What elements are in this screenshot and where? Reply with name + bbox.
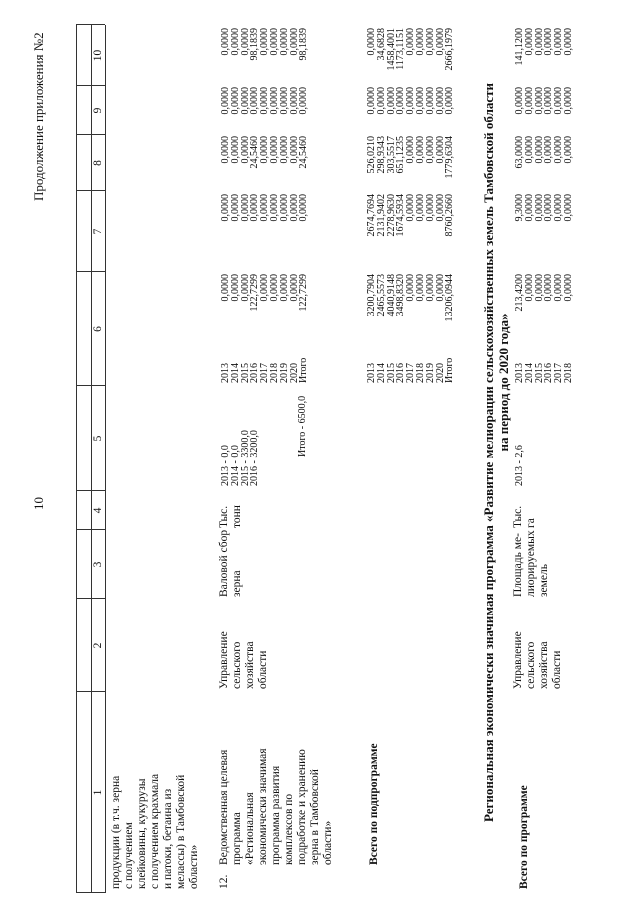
table-cell: 2019 <box>424 363 436 383</box>
table-cell: 0,0000 <box>553 87 565 115</box>
table-cell: 1173,1151 <box>395 28 407 70</box>
table-cell: 0,0000 <box>533 136 545 164</box>
table-cell: 2016 <box>249 363 261 383</box>
table-cell: 0,0000 <box>288 274 300 302</box>
table-cell: 0,0000 <box>543 87 555 115</box>
table-cell: 13206,0944 <box>444 274 456 322</box>
table-cell: 0,0000 <box>533 87 545 115</box>
table-cell: 2465,5573 <box>375 274 387 317</box>
program-total-unit: Тыс. га <box>512 505 537 528</box>
table-cell: 303,5517 <box>385 136 397 174</box>
row-cont-name: продукции (в т.ч. зерна с получением клейковины, кукурузы с получением крахмала и патоки, бетаина из мелассы) в Тамбовской области» <box>110 773 200 889</box>
table-cell: 0,0000 <box>259 136 271 164</box>
table-cell: 2017 <box>553 363 565 383</box>
program-total-col9 <box>515 87 574 135</box>
table-cell: 0,0000 <box>523 274 535 302</box>
table-cell: 0,0000 <box>375 87 387 115</box>
row-12-organization: Управление сельского хозяйства области <box>218 631 269 689</box>
table-cell: 1458,4001 <box>385 28 397 71</box>
table-cell: 0,0000 <box>514 87 525 115</box>
table-cell: 0,0000 <box>239 136 251 164</box>
program-total-col10 <box>515 28 574 86</box>
table-cell: 0,0000 <box>366 28 377 56</box>
page-number: 10 <box>31 497 46 510</box>
table-cell: 0,0000 <box>385 87 397 115</box>
table-cell: 0,0000 <box>249 194 261 222</box>
table-cell: 3200,7904 <box>366 274 377 317</box>
table-cell: 0,0000 <box>220 87 231 115</box>
row-12-indicator: Валовой сбор зерна <box>218 529 243 597</box>
subtotal-col6 <box>367 274 455 345</box>
table-cell: 0,0000 <box>424 194 436 222</box>
table-cell: 0,0000 <box>405 28 417 56</box>
row-12-col6 <box>221 274 309 345</box>
table-cell: 0,0000 <box>562 136 574 164</box>
table-cell: 0,0000 <box>523 194 535 222</box>
table-cell: 0,0000 <box>220 274 231 302</box>
table-cell: 0,0000 <box>259 194 271 222</box>
table-cell: 0,0000 <box>405 194 417 222</box>
table-cell: 2013 <box>514 363 525 383</box>
table-cell: 0,0000 <box>239 274 251 302</box>
table-cell: 0,0000 <box>278 136 290 164</box>
table-cell: 2666,1979 <box>444 28 456 71</box>
table-cell: 0,0000 <box>523 87 535 115</box>
table-cell: 0,0000 <box>278 274 290 302</box>
subtotal-col7 <box>367 194 455 265</box>
table-cell: 0,0000 <box>405 136 417 164</box>
table-cell: 0,0000 <box>229 274 241 302</box>
table-cell: 2131,9402 <box>375 194 387 237</box>
table-cell: 0,0000 <box>268 87 280 115</box>
table-cell: 0,0000 <box>444 87 456 115</box>
table-cell: 0,0000 <box>268 274 280 302</box>
table-cell: 2014 <box>523 363 535 383</box>
table-cell: 0,0000 <box>220 136 231 164</box>
continuation-title: Продолжение приложения №2 <box>31 32 46 201</box>
row-12-name: Ведомственная целевая программа «Региональная экономически значимая программа развития комплексов по подработке и хранению зерна в Тамбовской области» <box>218 748 334 865</box>
col-header-1: 1 <box>92 789 104 796</box>
table-cell: 2018 <box>414 363 426 383</box>
table-cell: 0,0000 <box>553 274 565 302</box>
table-cell: 0,0000 <box>434 87 446 115</box>
table-cell: 0,0000 <box>288 136 300 164</box>
table-cell: 0,0000 <box>220 194 231 222</box>
row-12-years <box>221 358 309 383</box>
row-12-number: 12. <box>218 874 230 889</box>
table-cell: 526,0210 <box>366 136 377 174</box>
row-12-col7 <box>221 194 309 265</box>
table-cell: 0,0000 <box>229 194 241 222</box>
table-cell: 2013 <box>366 363 377 383</box>
col-header-2: 2 <box>92 642 104 649</box>
program-total-col6 <box>515 274 574 345</box>
table-cell: Итого <box>298 357 310 383</box>
table-cell: 0,0000 <box>268 194 280 222</box>
table-cell: 0,0000 <box>533 28 545 56</box>
table-cell: 2278,9630 <box>385 194 397 237</box>
table-cell: 2020 <box>288 363 300 383</box>
table-cell: 0,0000 <box>562 87 574 115</box>
table-cell: 0,0000 <box>405 274 417 302</box>
subtotal-label: Всего по подпрограмме <box>368 743 380 865</box>
table-cell: 4040,9148 <box>385 274 397 317</box>
program-total-years <box>515 363 574 383</box>
table-cell: 0,0000 <box>414 87 426 115</box>
table-cell: 0,0000 <box>553 28 565 56</box>
col-header-9: 9 <box>92 107 104 114</box>
table-cell: 0,0000 <box>278 28 290 56</box>
table-cell: 0,0000 <box>562 194 574 222</box>
table-top-border <box>76 25 77 893</box>
table-cell: 0,0000 <box>523 28 535 56</box>
table-cell: 2015 <box>533 363 545 383</box>
table-cell: 141,1200 <box>514 28 525 66</box>
header-bottom-border <box>105 25 106 893</box>
table-cell: 0,0000 <box>424 274 436 302</box>
table-cell: 0,0000 <box>543 28 555 56</box>
table-cell: 0,0000 <box>553 194 565 222</box>
program-total-target: 2013 - 2,6 <box>514 445 525 486</box>
table-cell: 3498,8320 <box>395 274 407 317</box>
table-cell: 2018 <box>562 363 574 383</box>
table-cell: 24,5460 <box>249 136 261 169</box>
col-header-7: 7 <box>92 228 104 235</box>
program-total-col8 <box>515 136 574 191</box>
table-cell: 2018 <box>268 363 280 383</box>
table-cell: 2015 <box>239 363 251 383</box>
table-cell: 98,1839 <box>298 28 310 61</box>
table-cell: Итого <box>444 357 456 383</box>
table-cell: 0,0000 <box>424 136 436 164</box>
table-cell: 2015 <box>385 363 397 383</box>
table-cell: 0,0000 <box>424 87 436 115</box>
table-cell: 0,0000 <box>414 194 426 222</box>
table-cell: 0,0000 <box>239 194 251 222</box>
table-cell: 1779,6304 <box>444 136 456 179</box>
col-header-5: 5 <box>92 435 104 442</box>
table-cell: 2017 <box>259 363 271 383</box>
table-cell: 0,0000 <box>533 274 545 302</box>
table-cell: 0,0000 <box>288 28 300 56</box>
table-cell: 0,0000 <box>533 194 545 222</box>
table-cell: 0,0000 <box>424 28 436 56</box>
table-cell: 24,5460 <box>298 136 310 169</box>
table-cell: 1674,5934 <box>395 194 407 237</box>
program-total-organization: Управление сельского хозяйства области <box>512 631 563 689</box>
table-cell: 2013 <box>220 363 231 383</box>
table-cell: 0,0000 <box>562 274 574 302</box>
table-cell: 122,7299 <box>249 274 261 312</box>
table-cell: 0,0000 <box>249 87 261 115</box>
program-total-col7 <box>515 194 574 265</box>
table-cell: 0,0000 <box>366 87 377 115</box>
table-cell: 2016 <box>543 363 555 383</box>
table-cell: 2016 <box>395 363 407 383</box>
table-cell: 0,0000 <box>395 87 407 115</box>
table-cell: 0,0000 <box>239 28 251 56</box>
program-total-label: Всего по программе <box>518 785 530 889</box>
subtotal-years <box>367 358 455 383</box>
row-12-col10 <box>221 28 309 86</box>
table-cell: 213,4200 <box>514 274 525 312</box>
table-cell: 0,0000 <box>259 274 271 302</box>
col-header-3: 3 <box>92 561 104 568</box>
table-cell: 0,0000 <box>543 136 555 164</box>
col-header-10: 10 <box>92 49 104 62</box>
table-cell: 0,0000 <box>278 194 290 222</box>
table-cell: 0,0000 <box>523 136 535 164</box>
col-header-4: 4 <box>92 507 104 514</box>
table-cell: 0,0000 <box>543 194 555 222</box>
table-cell: 0,0000 <box>220 28 231 56</box>
table-cell: 0,0000 <box>414 136 426 164</box>
table-cell: 0,0000 <box>414 28 426 56</box>
table-cell: 0,0000 <box>268 28 280 56</box>
table-cell: 9,3000 <box>514 194 525 222</box>
row-12-col9 <box>221 87 309 135</box>
subtotal-col8 <box>367 136 455 191</box>
table-cell: 0,0000 <box>278 87 290 115</box>
table-cell: 0,0000 <box>434 194 446 222</box>
table-cell: 122,7299 <box>298 274 310 312</box>
table-cell: 0,0000 <box>434 136 446 164</box>
table-cell: 2014 <box>375 363 387 383</box>
table-cell: 2020 <box>434 363 446 383</box>
table-cell: 2017 <box>405 363 417 383</box>
table-cell: 0,0000 <box>259 28 271 56</box>
table-cell: 0,0000 <box>259 87 271 115</box>
table-cell: 0,0000 <box>414 274 426 302</box>
row-12-unit: Тыс. тонн <box>218 505 243 528</box>
table-cell: 0,0000 <box>543 274 555 302</box>
table-cell: 0,0000 <box>405 87 417 115</box>
table-cell: 0,0000 <box>229 136 241 164</box>
subtotal-col10 <box>367 28 455 86</box>
table-cell: 63,0000 <box>514 136 525 169</box>
row-12-target-total: Итого - 6500,0 <box>297 395 308 457</box>
table-cell: 0,0000 <box>229 28 241 56</box>
table-cell: 0,0000 <box>288 194 300 222</box>
table-cell: 2014 <box>229 363 241 383</box>
table-cell: 0,0000 <box>553 136 565 164</box>
table-cell: 0,0000 <box>268 136 280 164</box>
col-header-6: 6 <box>92 326 104 332</box>
table-cell: 0,0000 <box>288 87 300 115</box>
table-cell: 0,0000 <box>298 87 310 115</box>
table-cell: 0,0000 <box>434 274 446 302</box>
table-cell: 0,0000 <box>239 87 251 115</box>
table-cell: 0,0000 <box>434 28 446 56</box>
table-cell: 34,6828 <box>375 28 387 61</box>
table-cell: 2674,7694 <box>366 194 377 237</box>
section-title: Региональная экономически значимая программа «Развитие мелиорации сельскохозяйственных земель Тамбовской области на период до 2020 года» <box>481 82 511 823</box>
table-cell: 0,0000 <box>229 87 241 115</box>
table-cell: 98,1839 <box>249 28 261 61</box>
program-total-indicator: Площадь ме- лиорируемых земель <box>512 530 550 597</box>
table-cell: 8760,2660 <box>444 194 456 237</box>
col-header-8: 8 <box>92 160 104 166</box>
table-cell: 298,9343 <box>375 136 387 174</box>
row-12-targets: 2013 - 0,0 2014 - 0,0 2015 - 3300,0 2016 - 3200,0 <box>220 430 261 486</box>
table-cell: 2019 <box>278 363 290 383</box>
table-cell: 651,1235 <box>395 136 407 174</box>
table-cell: 0,0000 <box>562 28 574 56</box>
row-12-col8 <box>221 136 309 191</box>
table-cell: 0,0000 <box>298 194 310 222</box>
subtotal-col9 <box>367 87 455 135</box>
